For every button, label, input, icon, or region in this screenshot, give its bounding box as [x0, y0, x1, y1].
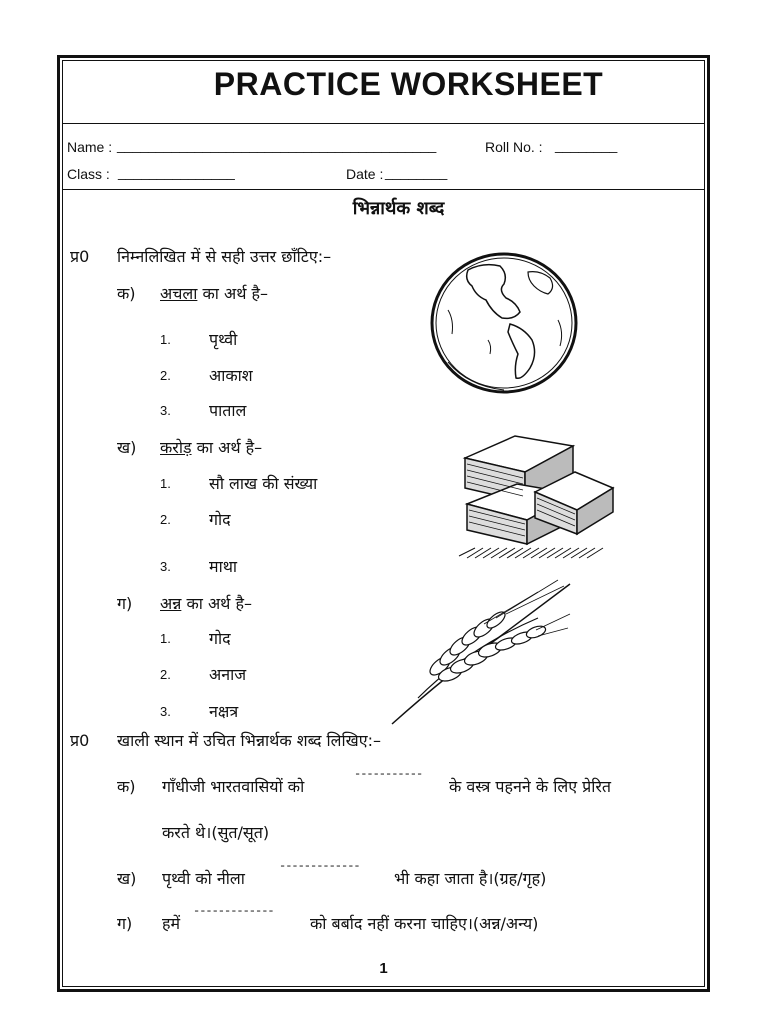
q1-part-c-word: अन्न: [160, 594, 182, 613]
q1-instruction: निम्नलिखित में से सही उत्तर छाँटिए:–: [117, 247, 332, 266]
wheat-ear-illustration: [388, 578, 574, 728]
q1-a-option-3[interactable]: पाताल: [209, 401, 247, 420]
name-field[interactable]: _________________________________________: [117, 137, 437, 153]
date-field[interactable]: ________: [385, 164, 448, 180]
q1-c-option-1[interactable]: गोद: [209, 629, 231, 648]
q1-a-option-1-num: 1.: [160, 332, 171, 347]
q1-c-option-3-num: 3.: [160, 704, 171, 719]
q2-label: प्र0: [70, 731, 90, 750]
q2-item-b-blank[interactable]: -------------: [279, 859, 360, 873]
q2-item-b-marker: ख): [117, 869, 137, 888]
q1-b-option-1-num: 1.: [160, 476, 171, 491]
q2-item-a-blank[interactable]: -----------: [354, 767, 423, 781]
q2-instruction: खाली स्थान में उचित भिन्नार्थक शब्द लिखिए:–: [117, 731, 381, 750]
q1-part-a-suffix: का अर्थ है–: [197, 284, 269, 303]
header-divider: [62, 123, 705, 124]
roll-label: Roll No. :: [485, 139, 543, 155]
q1-part-b-suffix: का अर्थ है–: [191, 438, 263, 457]
q2-item-a-after: के वस्त्र पहनने के लिए प्रेरित: [449, 777, 612, 796]
q2-item-a-before: गाँधीजी भारतवासियों को: [162, 777, 305, 796]
q1-c-option-1-num: 1.: [160, 631, 171, 646]
q1-a-option-2[interactable]: आकाश: [209, 366, 253, 385]
q1-a-option-3-num: 3.: [160, 403, 171, 418]
q1-part-c-marker: ग): [117, 594, 133, 613]
q2-item-c-after: को बर्बाद नहीं करना चाहिए।(अन्न/अन्य): [310, 914, 539, 933]
class-label: Class :: [67, 166, 110, 182]
q1-c-option-2-num: 2.: [160, 667, 171, 682]
globe-illustration: [428, 250, 580, 396]
date-label: Date :: [346, 166, 384, 182]
q2-item-c-marker: ग): [117, 914, 133, 933]
q1-part-b-word: करोड़: [160, 438, 192, 457]
meta-divider: [62, 189, 705, 190]
q1-b-option-1[interactable]: सौ लाख की संख्या: [209, 474, 318, 493]
q2-item-b-before: पृथ्वी को नीला: [162, 869, 245, 888]
q1-part-a-word: अचला: [160, 284, 198, 303]
q1-a-option-1[interactable]: पृथ्वी: [209, 330, 238, 349]
section-heading: भिन्नार्थक शब्द: [352, 198, 445, 219]
name-label: Name :: [67, 139, 113, 155]
q1-part-a-marker: क): [117, 284, 136, 303]
q2-item-c-before: हमें: [162, 914, 181, 933]
q2-item-a-line2: करते थे।(सुत/सूत): [162, 823, 270, 842]
q1-a-option-2-num: 2.: [160, 368, 171, 383]
q1-b-option-2[interactable]: गोद: [209, 510, 231, 529]
worksheet-title: PRACTICE WORKSHEET: [213, 66, 604, 102]
q1-part-b-marker: ख): [117, 438, 137, 457]
q2-item-b-after: भी कहा जाता है।(ग्रह/गृह): [394, 869, 547, 888]
q1-part-c-suffix: का अर्थ है–: [181, 594, 252, 613]
q1-c-option-3[interactable]: नक्षत्र: [209, 702, 239, 721]
q1-b-option-2-num: 2.: [160, 512, 171, 527]
class-field[interactable]: _______________: [118, 164, 235, 180]
money-stacks-illustration: [455, 418, 617, 568]
q1-label: प्र0: [70, 247, 90, 266]
q1-part-a-prompt: [160, 282, 268, 304]
q1-part-c-prompt: [160, 592, 252, 614]
q1-c-option-2[interactable]: अनाज: [209, 665, 247, 684]
roll-field[interactable]: ________: [555, 137, 618, 153]
q1-b-option-3-num: 3.: [160, 559, 171, 574]
q2-item-c-blank[interactable]: -------------: [193, 904, 274, 918]
q1-b-option-3[interactable]: माथा: [209, 557, 238, 576]
q1-part-b-prompt: [160, 436, 262, 458]
page-number: 1: [379, 960, 388, 977]
q2-item-a-marker: क): [117, 777, 136, 796]
